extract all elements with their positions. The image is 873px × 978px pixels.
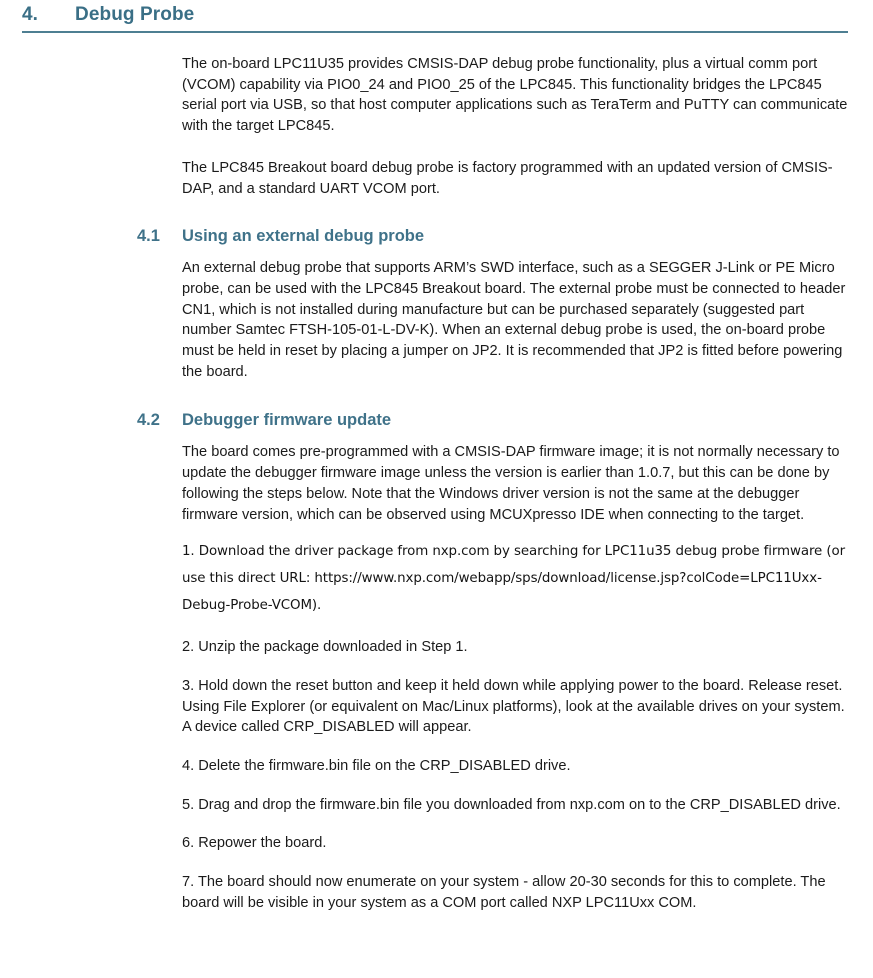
section-title-4-2: Debugger firmware update xyxy=(182,411,392,430)
step-item-6: 6. Repower the board. xyxy=(182,835,327,852)
section-heading-4-2 xyxy=(0,411,873,430)
step-item-7: 7. The board should now enumerate on your system - allow 20-30 seconds for this to complete. The board will be visible in your system as a COM port called NXP LPC11Uxx COM. xyxy=(182,874,826,911)
intro-section xyxy=(0,54,873,199)
section-heading-4-1 xyxy=(0,227,873,246)
chapter-heading xyxy=(0,0,873,26)
section-body-4-1 xyxy=(0,258,873,382)
chapter-number: 4. xyxy=(22,4,38,25)
step-item-1: 1. Download the driver package from nxp.com by searching for LPC11u35 debug probe firmware (or use this direct URL: https://www.nxp.com/webapp/sps/download/license.jsp?colCode=LPC11Uxx-Debug-Probe-VCOM). xyxy=(182,544,845,614)
section-body-4-2 xyxy=(0,442,873,913)
section-number-4-1: 4.1 xyxy=(137,227,160,246)
chapter-title: Debug Probe xyxy=(75,4,195,25)
step-item-4: 4. Delete the firmware.bin file on the CRP_DISABLED drive. xyxy=(182,758,571,775)
step-item-3: 3. Hold down the reset button and keep it held down while applying power to the board. Release reset. Using File Explorer (or equivalent on Mac/Linux platforms), look at the available drives on your system. A device called CRP_DISABLED will appear. xyxy=(182,677,845,736)
step-item-5: 5. Drag and drop the firmware.bin file you downloaded from nxp.com on to the CRP_DISABLED drive. xyxy=(182,796,841,813)
intro-paragraph-2: The LPC845 Breakout board debug probe is factory programmed with an updated version of CMSIS-DAP, and a standard UART VCOM port. xyxy=(182,159,833,197)
section-4-2-paragraph-1: The board comes pre-programmed with a CMSIS-DAP firmware image; it is not normally necessary to update the debugger firmware image unless the version is earlier than 1.0.7, but this can be done by following the steps below. Note that the Windows driver version is not the same at the debugger firmware version, which can be observed using MCUXpresso IDE when connecting to the target. xyxy=(182,444,840,523)
section-number-4-2: 4.2 xyxy=(137,411,160,430)
step-item-2: 2. Unzip the package downloaded in Step 1. xyxy=(182,639,468,656)
intro-paragraph-1: The on-board LPC11U35 provides CMSIS-DAP debug probe functionality, plus a virtual comm port (VCOM) capability via PIO0_24 and PIO0_25 of the LPC845. This functionality bridges the LPC845 serial port via USB, so that host computer applications such as TeraTerm and PuTTY can communicate with the target LPC845. xyxy=(182,56,848,135)
section-4-1-paragraph-1: An external debug probe that supports ARM’s SWD interface, such as a SEGGER J-Link or PE Micro probe, can be used with the LPC845 Breakout board. The external probe must be connected to header CN1, which is not installed during manufacture but can be purchased separately (suggested part number Samtec FTSH-105-01-L-DV-K). When an external debug probe is used, the on-board probe must be held in reset by placing a jumper on JP2. It is recommended that JP2 is fitted before powering the board. xyxy=(182,260,846,380)
section-title-4-1: Using an external debug probe xyxy=(182,227,425,246)
